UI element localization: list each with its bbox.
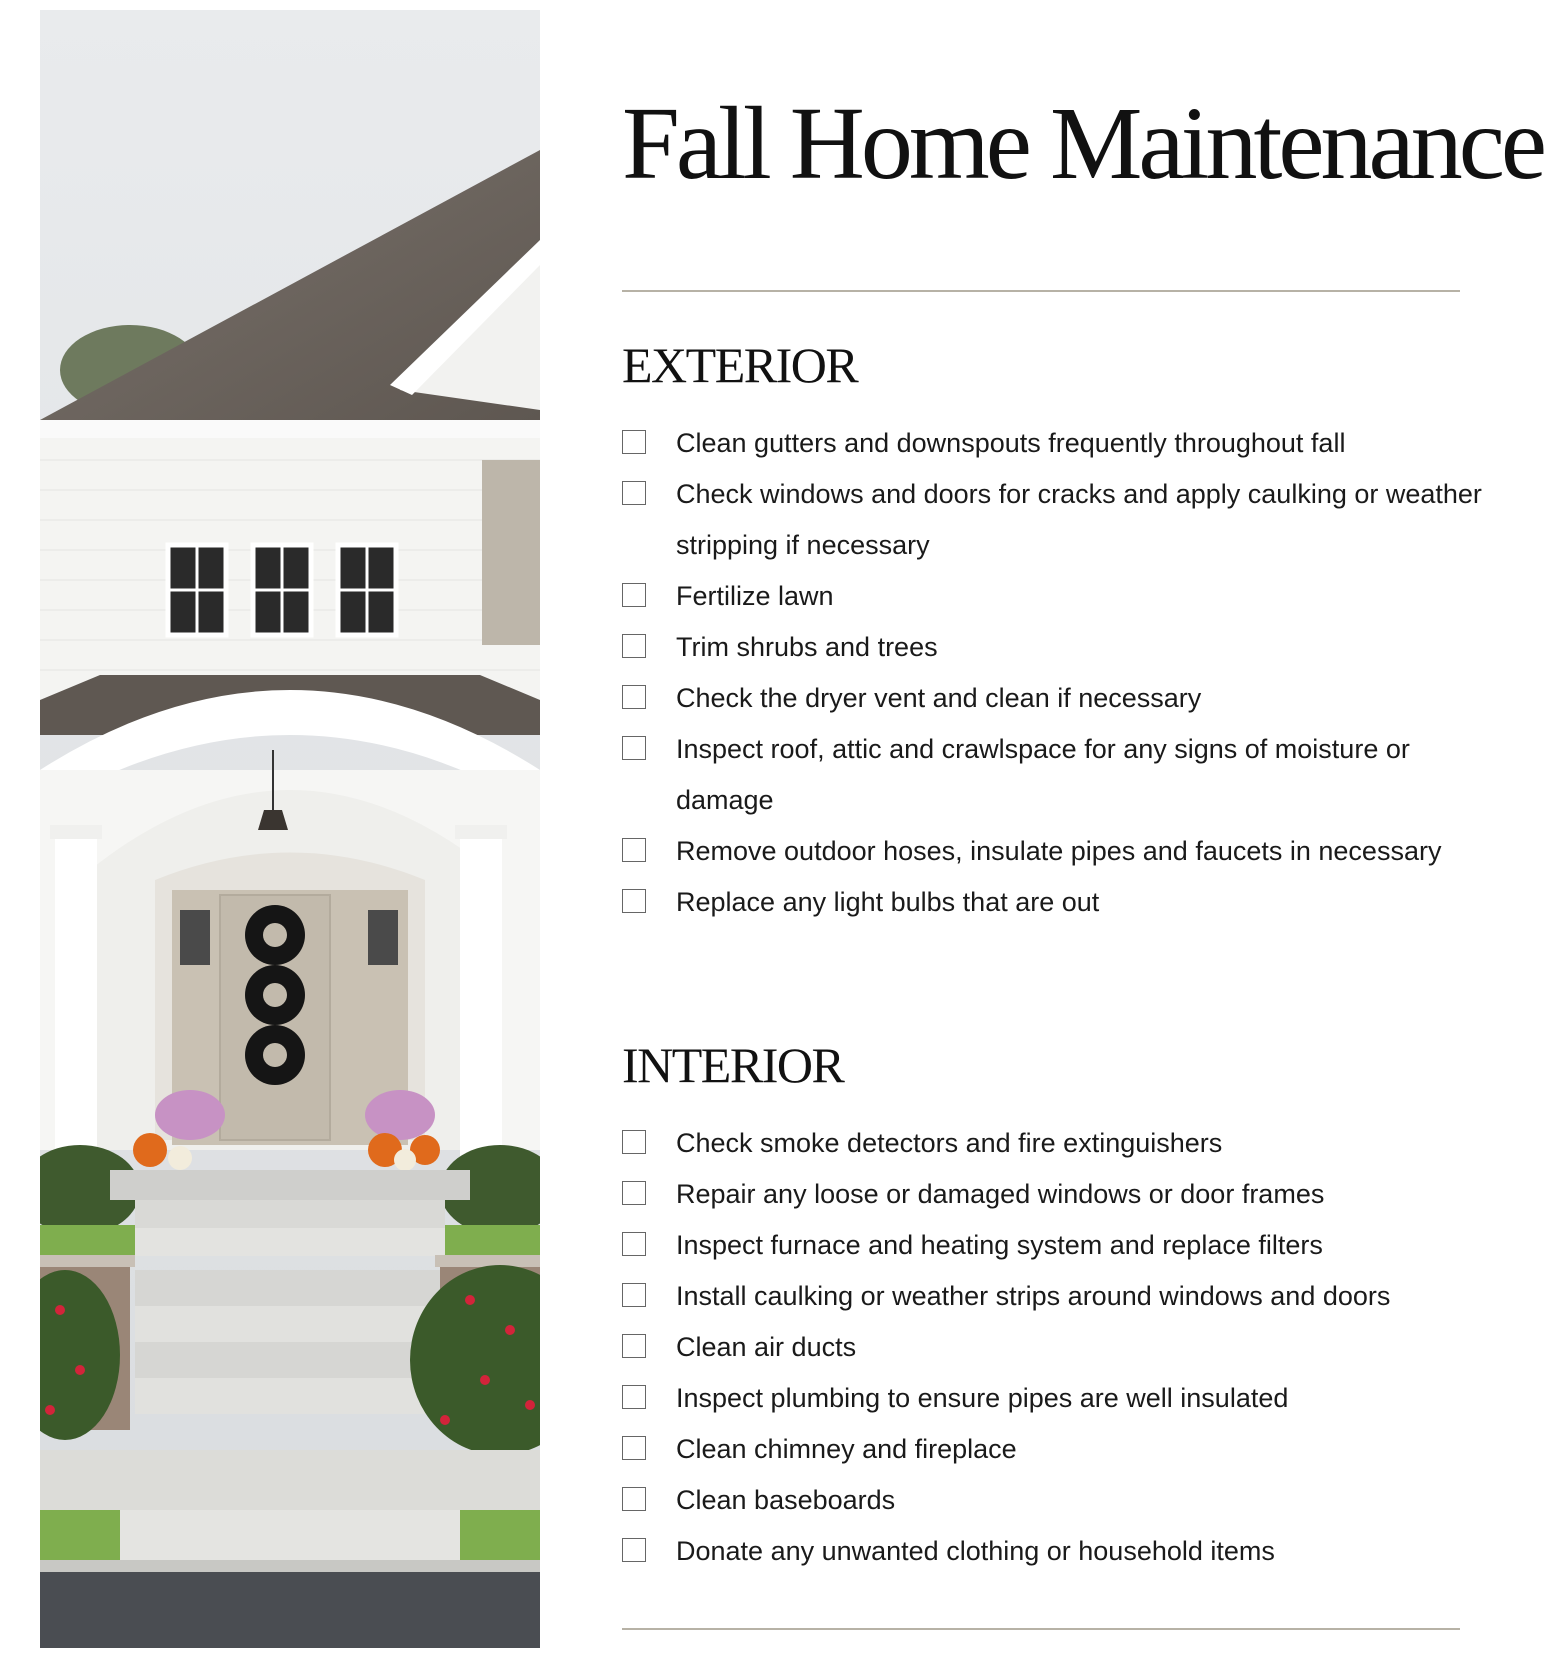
checklist-item-label: Check windows and doors for cracks and apply caulking or weather stripping if necessary [676,479,1482,560]
checklist-item-label: Inspect plumbing to ensure pipes are well insulated [676,1383,1289,1413]
checkbox[interactable] [622,1385,646,1409]
house-photo [40,10,540,1648]
checkbox[interactable] [622,1436,646,1460]
page-title: Fall Home Maintenance [622,86,1544,201]
interior-checklist [622,1118,1482,1577]
checklist-item [622,877,1482,928]
checklist-item-label: Check smoke detectors and fire extinguishers [676,1128,1223,1158]
checklist-item-label: Donate any unwanted clothing or household items [676,1536,1275,1566]
checkbox[interactable] [622,1181,646,1205]
checkbox[interactable] [622,1334,646,1358]
checklist-item [622,1169,1482,1220]
checklist-item-label: Clean gutters and downspouts frequently throughout fall [676,428,1346,458]
checklist-item [622,1424,1482,1475]
checklist-item-label: Replace any light bulbs that are out [676,887,1100,917]
checkbox[interactable] [622,583,646,607]
checkbox[interactable] [622,634,646,658]
checkbox[interactable] [622,736,646,760]
checklist-item [622,622,1482,673]
checklist-item-label: Inspect furnace and heating system and replace filters [676,1230,1323,1260]
checkbox[interactable] [622,685,646,709]
checklist-item [622,1220,1482,1271]
checklist-item [622,1118,1482,1169]
checklist-item-label: Fertilize lawn [676,581,834,611]
checkbox[interactable] [622,1130,646,1154]
checklist-item [622,571,1482,622]
checklist-item [622,1271,1482,1322]
top-divider [622,290,1460,292]
checklist-item [622,469,1482,571]
checkbox[interactable] [622,889,646,913]
bottom-divider [622,1628,1460,1630]
checkbox[interactable] [622,1487,646,1511]
checklist-item [622,724,1482,826]
checkbox[interactable] [622,430,646,454]
checkbox[interactable] [622,838,646,862]
checklist-item-label: Clean baseboards [676,1485,896,1515]
checklist-item-label: Clean air ducts [676,1332,857,1362]
section-heading-exterior: EXTERIOR [622,337,858,393]
checkbox[interactable] [622,481,646,505]
checklist-item [622,418,1482,469]
checklist-item-label: Trim shrubs and trees [676,632,938,662]
checklist-item-label: Inspect roof, attic and crawlspace for any signs of moisture or damage [676,734,1410,815]
checklist-item-label: Clean chimney and fireplace [676,1434,1017,1464]
checklist-item [622,1475,1482,1526]
section-heading-interior: INTERIOR [622,1037,844,1093]
checkbox[interactable] [622,1538,646,1562]
checklist-item-label: Check the dryer vent and clean if necessary [676,683,1202,713]
checklist-item [622,1373,1482,1424]
checkbox[interactable] [622,1283,646,1307]
exterior-checklist [622,418,1482,928]
checklist-item [622,1526,1482,1577]
checklist-item-label: Repair any loose or damaged windows or door frames [676,1179,1325,1209]
checklist-item-label: Install caulking or weather strips around windows and doors [676,1281,1391,1311]
checkbox[interactable] [622,1232,646,1256]
checklist-item [622,673,1482,724]
checklist-item [622,826,1482,877]
checklist-item [622,1322,1482,1373]
checklist-item-label: Remove outdoor hoses, insulate pipes and faucets in necessary [676,836,1442,866]
